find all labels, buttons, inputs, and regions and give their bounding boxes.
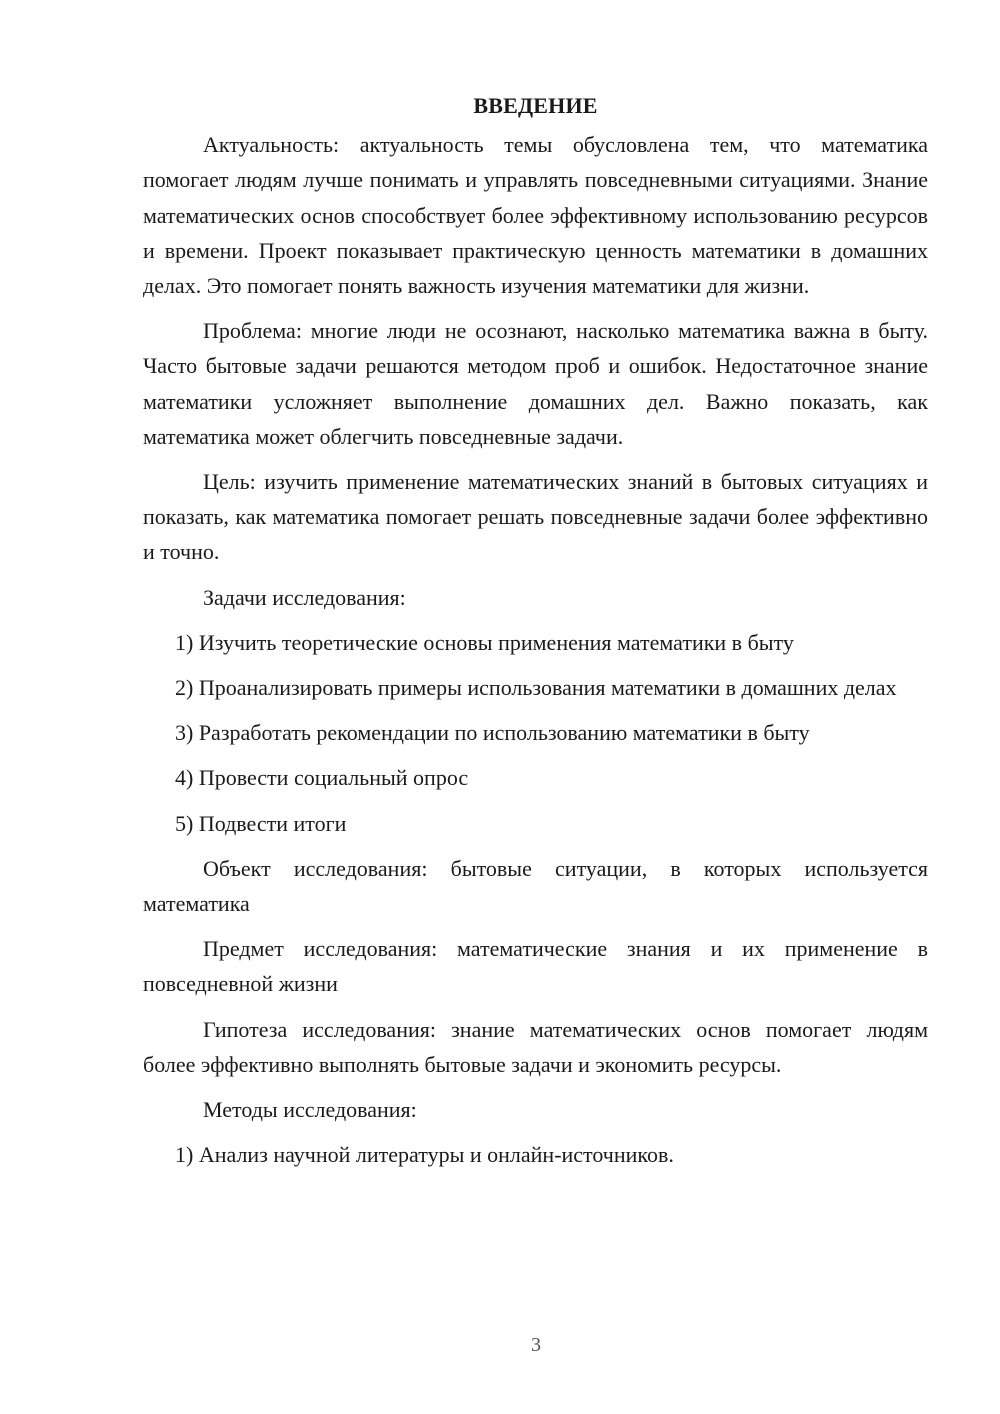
task-item-4: 4) Провести социальный опрос [175, 765, 469, 791]
page-number: 3 [531, 1334, 541, 1356]
hypothesis-paragraph: Гипотеза исследования: знание математических основ помогает людям более эффективно выполнять бытовые задачи и экономить ресурсы. [143, 1016, 928, 1077]
tasks-title: Задачи исследования: [203, 584, 406, 610]
task-item-5: 5) Подвести итоги [175, 810, 347, 836]
problem-paragraph: Проблема: многие люди не осознают, насколько математика важна в быту. Часто бытовые задачи решаются методом проб и ошибок. Недостаточное знание математики усложняет выполнение домашних дел. Важно показать, как математика может облегчить повседневные задачи. [143, 318, 928, 449]
task-item-2: 2) Проанализировать примеры использования математики в домашних делах [175, 675, 897, 701]
methods-title: Методы исследования: [203, 1097, 417, 1123]
subject-paragraph: Предмет исследования: математические знания и их применение в повседневной жизни [143, 936, 928, 997]
goal-paragraph: Цель: изучить применение математических знаний в бытовых ситуациях и показать, как математика помогает решать повседневные задачи более эффективно и точно. [143, 469, 928, 565]
object-paragraph: Объект исследования: бытовые ситуации, в которых используется математика [143, 855, 928, 917]
relevance-paragraph: Актуальность: актуальность темы обусловлена тем, что математика помогает людям лучше понимать и управлять повседневными ситуациями. Знание математических основ способствует более эффективному использованию ресурсов и времени. Проект показывает практическую ценность математики в домашних делах. Это помогает понять важность изучения математики для жизни. [143, 132, 928, 299]
task-item-3: 3) Разработать рекомендации по использованию математики в быту [175, 720, 810, 746]
task-item-1: 1) Изучить теоретические основы применения математики в быту [175, 629, 794, 655]
document-body [143, 88, 928, 1182]
section-heading: ВВЕДЕНИЕ [473, 93, 598, 118]
method-item-1: 1) Анализ научной литературы и онлайн-источников. [175, 1142, 674, 1168]
